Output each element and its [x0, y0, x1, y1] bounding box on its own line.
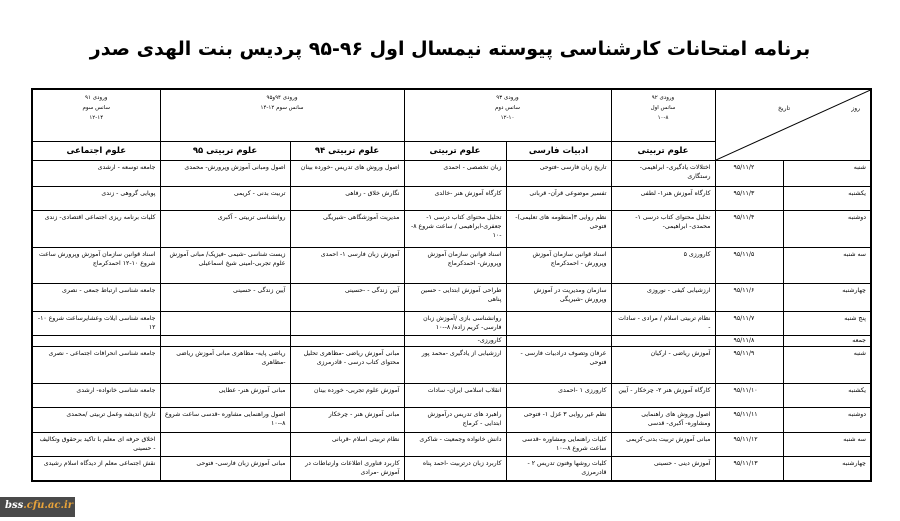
exam-cell — [160, 433, 290, 457]
exam-cell: نظم روایی ۳(منظومه های تعلیمی)- فتوحی — [506, 211, 611, 248]
exam-cell: آموزش زبان فارسی ۱- احمدی — [290, 248, 404, 284]
date-cell: ۹۵/۱۱/۱۱ — [715, 408, 783, 433]
exam-cell: اسناد قوانین سازمان آموزش وپرورش- احمدکرماج — [404, 248, 506, 284]
day-cell: یکشنبه — [783, 187, 871, 211]
exam-cell: جامعه شناسی انحرافات اجتماعی - نصری — [32, 347, 160, 384]
exam-cell: ارزشیابی کیفی - نوروزی — [611, 284, 715, 312]
date-cell: ۹۵/۱۱/۹ — [715, 347, 783, 384]
day-cell: دوشنبه — [783, 211, 871, 248]
exam-cell: تاریخ اندیشه وعمل تربیتی /محمدی — [32, 408, 160, 433]
exam-cell: ارزشیابی از یادگیری -محمد پور — [404, 347, 506, 384]
day-cell: چهارشنبه — [783, 284, 871, 312]
exam-cell: جامعه شناسی ارتباط جمعی - نصری — [32, 284, 160, 312]
exam-cell: کلیات راهنمایی ومشاوره -قدسی ساعت شروع ۸--۱۰ — [506, 433, 611, 457]
day-cell: شنبه — [783, 347, 871, 384]
exam-cell: روانشناسی تربیتی - آکبری — [160, 211, 290, 248]
exam-cell: اصول وراهنمایی مشاوره -قدسی ساعت شروع ۸--۱۰ — [160, 408, 290, 433]
exam-cell: طراحی آموزش ابتدایی - حسین پناهی — [404, 284, 506, 312]
date-cell: ۹۵/۱۱/۵ — [715, 248, 783, 284]
exam-cell: ریاضی پایه- مظاهری مبانی آموزش ریاضی -مظاهری — [160, 347, 290, 384]
watermark-text — [5, 500, 73, 511]
exam-cell: جامعه توسعه - ارشدی — [32, 161, 160, 187]
column-header: علوم تربیتی ۹۵ — [160, 142, 290, 161]
exam-cell — [506, 336, 611, 347]
exam-cell: سازمان ومدیریت در آموزش وپرورش -شیریگی — [506, 284, 611, 312]
exam-cell: تفسیر موضوعی قرآن- قربانی — [506, 187, 611, 211]
exam-cell: کلیات برنامه ریزی اجتماعی اقتصادی- زندی — [32, 211, 160, 248]
table-row — [32, 433, 871, 457]
group-time: ۱۰-۸ — [657, 115, 669, 121]
exam-cell: دانش خانواده وجمعیت - شاکری — [404, 433, 506, 457]
exam-cell: جامعه شناسی خانواده- ارشدی — [32, 384, 160, 408]
date-cell: ۹۵/۱۱/۶ — [715, 284, 783, 312]
group-session: سانس سوم — [82, 105, 110, 111]
exam-cell: مبانی آموزش هنر - چرخکار — [290, 408, 404, 433]
table-row — [32, 347, 871, 384]
exam-cell — [160, 336, 290, 347]
date-cell: ۹۵/۱۱/۱۲ — [715, 433, 783, 457]
exam-cell: مبانی آموزش ریاضی -مظاهری تحلیل محتوای کتاب درسی - قادرمرزی — [290, 347, 404, 384]
exam-cell — [32, 336, 160, 347]
day-date-corner-header — [715, 89, 871, 161]
date-label: تاریخ — [778, 105, 790, 112]
day-cell: دوشنبه — [783, 408, 871, 433]
exam-cell: زبان تخصصی - احمدی — [404, 161, 506, 187]
exam-cell: نقش اجتماعی معلم از دیدگاه اسلام رشیدی — [32, 457, 160, 481]
day-cell: پنج شنبه — [783, 312, 871, 336]
exam-cell: تحلیل محتوای کتاب درسی ۱- محمدی- ابراهیمی- — [611, 211, 715, 248]
group-entry: ورودی ۹۴و۹۵ — [266, 95, 298, 101]
exam-cell: کارورزی ۱ -احمدی — [506, 384, 611, 408]
exam-cell: اختلالات یادگیری- ابراهیمی- رستگاری — [611, 161, 715, 187]
date-cell: ۹۵/۱۱/۲ — [715, 161, 783, 187]
exam-schedule-table — [31, 88, 872, 482]
exam-cell: نظم غیر روایی ۳ غزل ۱- فتوحی — [506, 408, 611, 433]
table-row — [32, 336, 871, 347]
day-cell: چهارشنبه — [783, 457, 871, 481]
group-entry: ورودی ۹۳ — [496, 95, 519, 101]
exam-cell: راهبرد های تدریس درآموزش ابتدایی - کرماج — [404, 408, 506, 433]
exam-cell: اصول وروش های تدریس -خورده بینان — [290, 161, 404, 187]
group-time: ۱۲-۱۴ — [89, 115, 104, 121]
exam-cell: روانشناسی بازی /آموزش زبان فارسی- کریم زاده/ ۸--۱۰ — [404, 312, 506, 336]
exam-cell: اسناد قوانین سازمان آموزش وپرورش - احمدکرماج — [506, 248, 611, 284]
exam-cell: اصول وروش های راهنمایی ومشاوره- آکبری- قدسی — [611, 408, 715, 433]
column-header: ادبیات فارسی — [506, 142, 611, 161]
day-cell: یکشنبه — [783, 384, 871, 408]
table-row — [32, 408, 871, 433]
group-header-94-95 — [160, 89, 404, 142]
column-header: علوم تربیتی — [404, 142, 506, 161]
exam-cell: کلیات روشها وفنون تدریس ۲ - قادرمرزی — [506, 457, 611, 481]
exam-cell — [160, 312, 290, 336]
group-header-92 — [611, 89, 715, 142]
watermark-domain: .cfu.ac.ir — [23, 500, 74, 511]
group-header-91 — [32, 89, 160, 142]
table-row — [32, 312, 871, 336]
exam-cell: اخلاق حرفه ای معلم با تاکید برحقوق وتکالیف - حسینی — [32, 433, 160, 457]
exam-cell: آیین زندگی - -حسینی — [290, 284, 404, 312]
table-row — [32, 187, 871, 211]
exam-cell: مبانی آموزش زبان فارسی- فتوحی — [160, 457, 290, 481]
date-cell: ۹۵/۱۱/۸ — [715, 336, 783, 347]
date-cell: ۹۵/۱۱/۱۳ — [715, 457, 783, 481]
exam-cell: زیست شناسی -شیمی -فیزیک/ مبانی آموزش علوم تجربی-امینی شیخ اسماعیلی — [160, 248, 290, 284]
exam-cell: مبانی آموزش هنر- عطایی — [160, 384, 290, 408]
day-cell: شنبه — [783, 161, 871, 187]
day-label: روز — [851, 105, 860, 112]
group-time: ۱۲-۱۰ — [500, 115, 515, 121]
table-row — [32, 248, 871, 284]
group-session: سانس اول — [650, 105, 676, 111]
date-cell: ۹۵/۱۱/۴ — [715, 211, 783, 248]
date-cell: ۹۵/۱۱/۷ — [715, 312, 783, 336]
group-entry: ورودی ۹۱ — [85, 95, 108, 101]
exam-cell — [290, 312, 404, 336]
column-header: علوم تربیتی ۹۴ — [290, 142, 404, 161]
group-session: سانس دوم — [494, 105, 521, 111]
exam-cell: عرفان وتصوف درادبیات فارسی - فتوحی — [506, 347, 611, 384]
exam-cell: کارگاه آموزش هنر۱- لطفی — [611, 187, 715, 211]
day-cell: سه شنبه — [783, 433, 871, 457]
exam-cell: مبانی آموزش تربیت بدنی-کریمی — [611, 433, 715, 457]
exam-cell: تربیت بدنی - کریمی — [160, 187, 290, 211]
exam-cell: آیین زندگی - حسینی — [160, 284, 290, 312]
exam-cell — [290, 336, 404, 347]
exam-cell: آموزش دینی - حسینی — [611, 457, 715, 481]
exam-cell: اسناد قوانین سازمان آموزش وپرورش ساعت شروع ۱۰-۱۲ احمدکرماج — [32, 248, 160, 284]
exam-cell: کاربرد زبان درتربیت -احمد پناه — [404, 457, 506, 481]
day-cell: سه شنبه — [783, 248, 871, 284]
exam-cell: نظام تربیتی اسلام -قربانی — [290, 433, 404, 457]
table-row — [32, 384, 871, 408]
group-session: سانس سوم ۱۲-۱۴ — [260, 105, 304, 111]
date-cell: ۹۵/۱۱/۱۰ — [715, 384, 783, 408]
watermark-prefix: bss — [5, 500, 24, 511]
table-row — [32, 284, 871, 312]
exam-cell: نگارش خلاق - رفاهی — [290, 187, 404, 211]
exam-cell: کارگاه آموزش هنر -خالدی — [404, 187, 506, 211]
exam-cell: پویایی گروهی - زندی — [32, 187, 160, 211]
exam-cell: کارورزی ۵ — [611, 248, 715, 284]
date-cell: ۹۵/۱۱/۳ — [715, 187, 783, 211]
table-row — [32, 211, 871, 248]
column-header: علوم اجتماعی — [32, 142, 160, 161]
exam-cell: تاریخ زبان فارسی -فتوحی — [506, 161, 611, 187]
exam-cell: اصول ومبانی آموزش وپرورش- محمدی — [160, 161, 290, 187]
exam-cell: جامعه شناسی ایلات وعشایرساعت شروع ۱۰- ۱۲ — [32, 312, 160, 336]
exam-cell: آموزش علوم تجربی- خورده بینان — [290, 384, 404, 408]
day-cell: جمعه — [783, 336, 871, 347]
exam-cell: کارگاه آموزش هنر ۲- چرخکار - آیین — [611, 384, 715, 408]
exam-cell: کارورزی- — [404, 336, 506, 347]
page-title: برنامه امتحانات کارشناسی پیوسته نیمسال اول ۹۶-۹۵ پردیس بنت الهدی صدر — [89, 38, 811, 60]
exam-cell: مدیریت آموزشگاهی -شیریگی — [290, 211, 404, 248]
exam-cell: نظام تربیتی اسلام / مرادی - سادات - — [611, 312, 715, 336]
group-entry: ورودی ۹۲ — [651, 95, 675, 101]
table-row — [32, 161, 871, 187]
exam-cell: انقلاب اسلامی ایران- سادات — [404, 384, 506, 408]
exam-cell: تحلیل محتوای کتاب درسی ۱- جعفری-ابراهیمی / ساعت شروع ۸--۱۰ — [404, 211, 506, 248]
exam-cell: کاربرد فناوری اطلاعات وارتباطات در آموزش -مرادی — [290, 457, 404, 481]
column-header: علوم تربیتی — [611, 142, 715, 161]
exam-cell — [506, 312, 611, 336]
table-row — [32, 457, 871, 481]
group-header-93 — [404, 89, 611, 142]
exam-cell: آموزش ریاضی - ارکیان — [611, 347, 715, 384]
site-watermark[interactable] — [0, 497, 75, 517]
exam-cell — [611, 336, 715, 347]
